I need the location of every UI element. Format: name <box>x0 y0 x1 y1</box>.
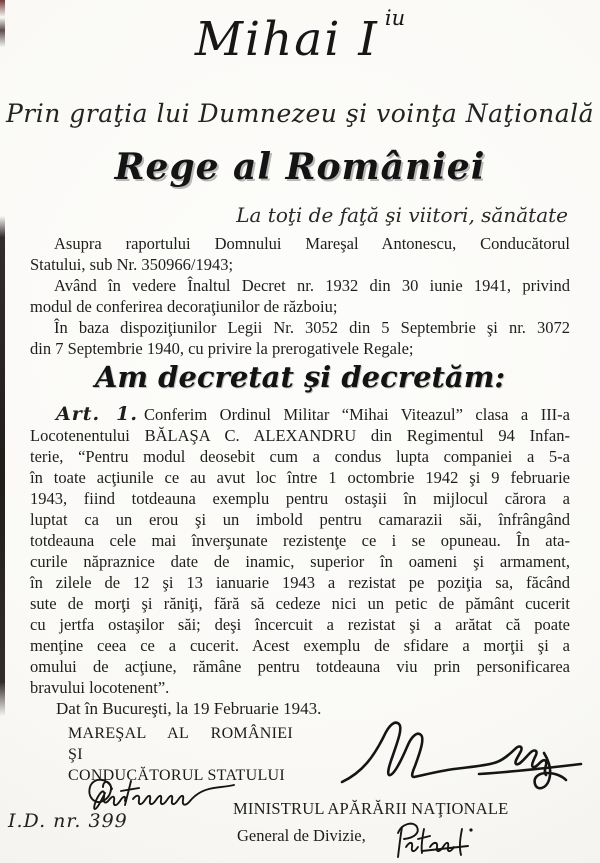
text-line: MAREŞAL AL ROMÂNIEI <box>68 725 293 742</box>
text-line: sute de morţi şi răniţi, fără să cedeze nici un petic de pământ cucerit <box>30 594 570 613</box>
text-line: menţine ceea ce a cucerit. Acest exemplu de sfidare a morţii şi a <box>30 636 570 655</box>
article-first-line <box>30 404 570 425</box>
text-line: CONDUCĂTORUL STATULUI <box>68 767 286 784</box>
decree-number: I.D. nr. 399 <box>8 810 128 832</box>
text-line: curile năpraznice date de inamic, superior în oameni şi armament, <box>30 552 570 571</box>
text-line: Având în vedere Înaltul Decret nr. 1932 din 30 iunie 1941, privind <box>54 276 570 295</box>
royal-style-heading: Rege al României <box>114 146 486 188</box>
text-line: omului de acţiune, rămâne pentru totdeauna viu prin personificarea <box>30 657 570 676</box>
decree-heading: Am decretat şi decretăm: <box>94 360 506 394</box>
royal-title <box>0 6 600 67</box>
text-line: ŞI <box>68 746 83 763</box>
preamble-paragraph <box>30 275 570 317</box>
preamble-paragraph <box>30 317 570 359</box>
text-line: totdeauna cele mai înverşunate rezistenţe ce i se opuneau. În ata- <box>30 531 570 550</box>
title-ordinal-superscript: iu <box>384 6 406 30</box>
king-name: Mihai I <box>194 12 379 67</box>
text-line: În baza dispoziţiunilor Legii Nr. 3052 din 5 Septembrie şi nr. 3072 <box>54 318 570 337</box>
text-line: Statului, sub Nr. 350966/1943; <box>30 255 234 274</box>
text-line: luptat ca un erou şi un imbold pentru camarazii săi, înfrângând <box>30 510 570 529</box>
salutation-line: La toţi de faţă şi viitori, sănătate <box>236 203 568 227</box>
article-body <box>30 425 570 698</box>
text-line: 1943, fiind totdeauna exemplu pentru ostaşii în mijlocul cărora a <box>30 489 570 508</box>
scan-edge-artifact <box>0 0 5 863</box>
text-line: bravului locotenent”. <box>30 678 170 697</box>
text-line: terie, “Pentru modul deosebit cum a condus lupta companiei a 5-a <box>30 447 570 466</box>
royal-signature-icon <box>338 710 586 803</box>
text-line: Locotenentului BĂLAŞA C. ALEXANDRU din Regimentul 94 Infan- <box>30 426 570 445</box>
text-line: Asupra raportului Domnului Mareşal Antonescu, Conducătorul <box>54 234 570 253</box>
minister-rank: General de Divizie, <box>237 826 366 845</box>
article-1-section <box>30 404 570 698</box>
preamble-paragraph <box>30 233 570 275</box>
minister-signature-icon <box>386 816 484 863</box>
minister-title: MINISTRUL APĂRĂRII NAŢIONALE <box>233 799 509 818</box>
minister-signature-drawing <box>386 816 484 863</box>
royal-signature-drawing <box>338 710 586 798</box>
text-line: din 7 Septembrie 1940, cu privire la prerogativele Regale; <box>30 339 414 358</box>
text-line: modul de conferirea decoraţiunilor de războiu; <box>30 297 338 316</box>
text-line: cu jertfa ostaşilor săi; deşi încercuit a rezistat şi a arătat că poate <box>30 615 570 634</box>
text-line: în toate acţiunile ce au avut loc între 1 octombrie 1942 şi 9 februarie <box>30 468 570 487</box>
text-line: în zilele de 12 şi 13 ianuarie 1943 a rezistat pe poziţia sa, făcând <box>30 573 570 592</box>
date-line: Dat în Bucureşti, la 19 Februarie 1943. <box>56 699 322 718</box>
article-first-line-text: Conferim Ordinul Militar “Mihai Viteazul” clasa a III-a <box>143 405 570 424</box>
royal-motto: Prin graţia lui Dumnezeu şi voinţa Naţională <box>5 99 595 128</box>
preamble-section <box>30 233 570 359</box>
article-label: Art. 1. <box>56 403 138 425</box>
